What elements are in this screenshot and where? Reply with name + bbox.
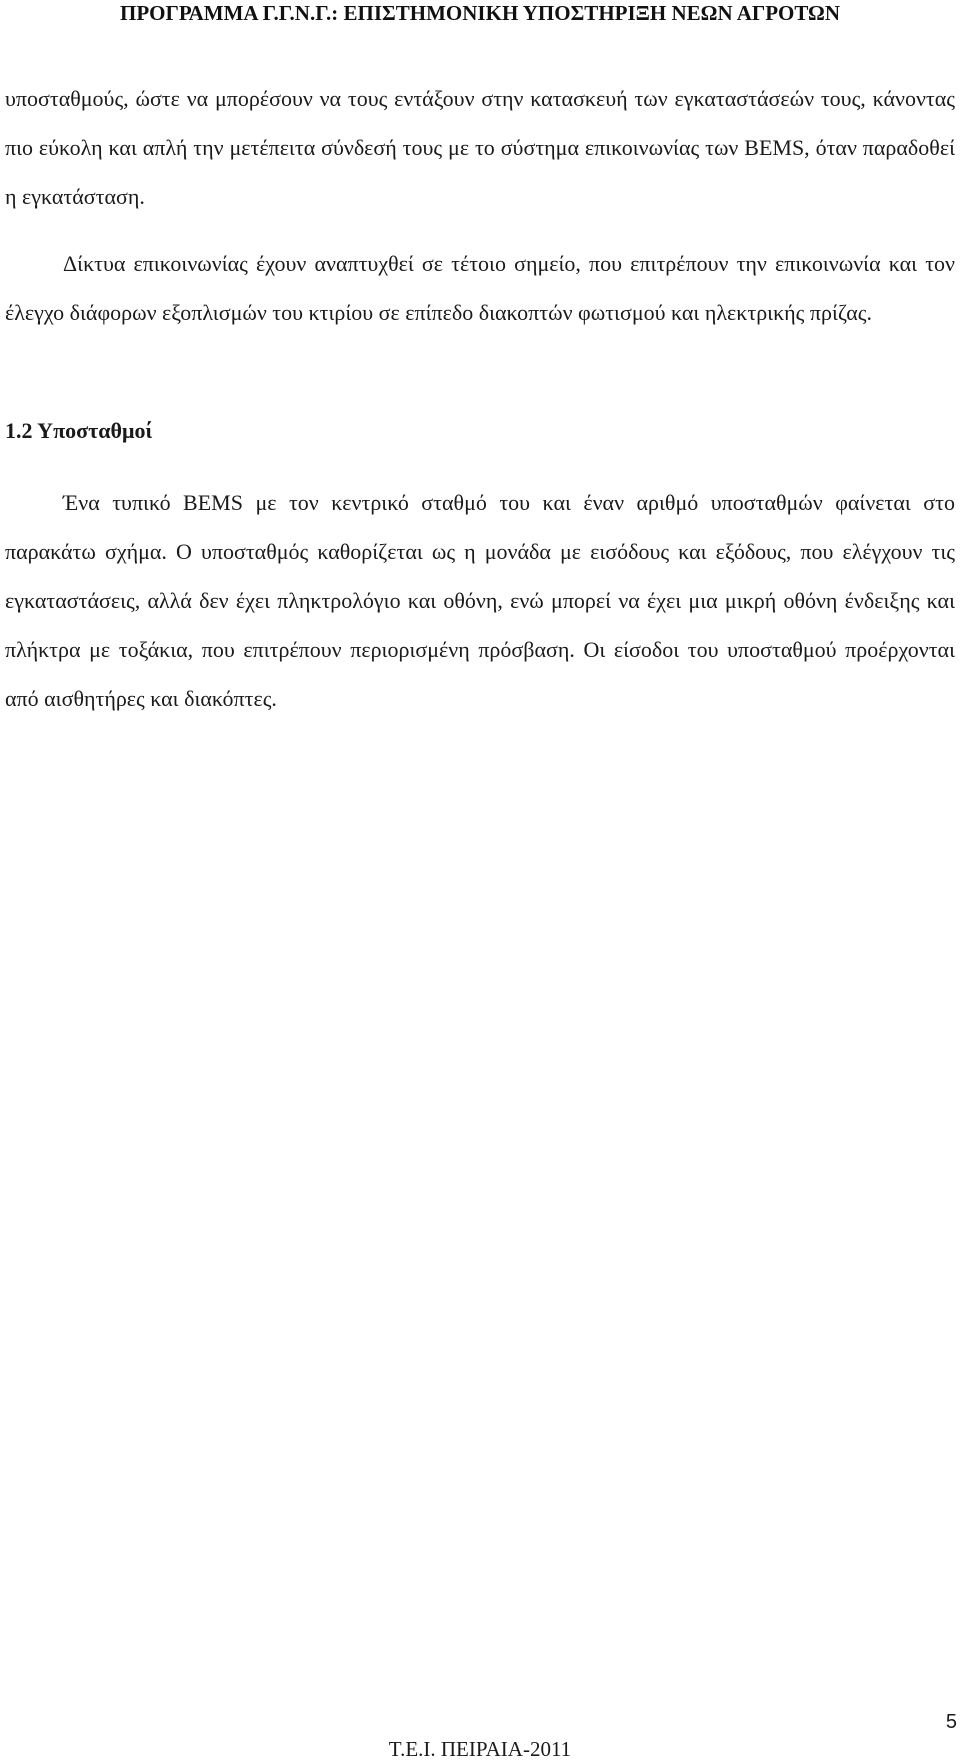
- section-heading: 1.2 Υποσταθμοί: [5, 418, 153, 443]
- page-footer: Τ.Ε.Ι. ΠΕΙΡΑΙΑ-2011: [388, 1737, 572, 1761]
- paragraph-communication-networks: Δίκτυα επικοινωνίας έχουν αναπτυχθεί σε τέτοιο σημείο, που επιτρέπουν την επικοινωνία και τον έλεγχο διάφορων εξοπλισμών του κτιρίου σε επίπεδο διακοπτών φωτισμού και ηλεκτρικής πρίζας.: [5, 251, 955, 325]
- paragraph-continuation: υποσταθμούς, ώστε να μπορέσουν να τους εντάξουν στην κατασκευή των εγκαταστάσεών τους, κάνοντας πιο εύκολη και απλή την μετέπειτα σύνδεσή τους με το σύστημα επικοινωνίας των BEMS, όταν παραδοθεί η εγκατάσταση.: [5, 86, 955, 209]
- paragraph-substations: Ένα τυπικό BEMS με τον κεντρικό σταθμό του και έναν αριθμό υποσταθμών φαίνεται στο παρακάτω σχήμα. Ο υποσταθμός καθορίζεται ως η μονάδα με εισόδους και εξόδους, που ελέγχουν τις εγκαταστάσεις, αλλά δεν έχει πληκτρολόγιο και οθόνη, ενώ μπορεί να έχει μια μικρή οθόνη ένδειξης και πλήκτρα με τοξάκια, που επιτρέπουν περιορισμένη πρόσβαση. Οι είσοδοι του υποσταθμού προέρχονται από αισθητήρες και διακόπτες.: [5, 490, 955, 711]
- page-header: ΠΡΟΓΡΑΜΜΑ Γ.Γ.Ν.Γ.: ΕΠΙΣΤΗΜΟΝΙΚΗ ΥΠΟΣΤΗΡΙΞΗ ΝΕΩΝ ΑΓΡΟΤΩΝ: [120, 1, 840, 25]
- page-number: 5: [945, 1711, 957, 1733]
